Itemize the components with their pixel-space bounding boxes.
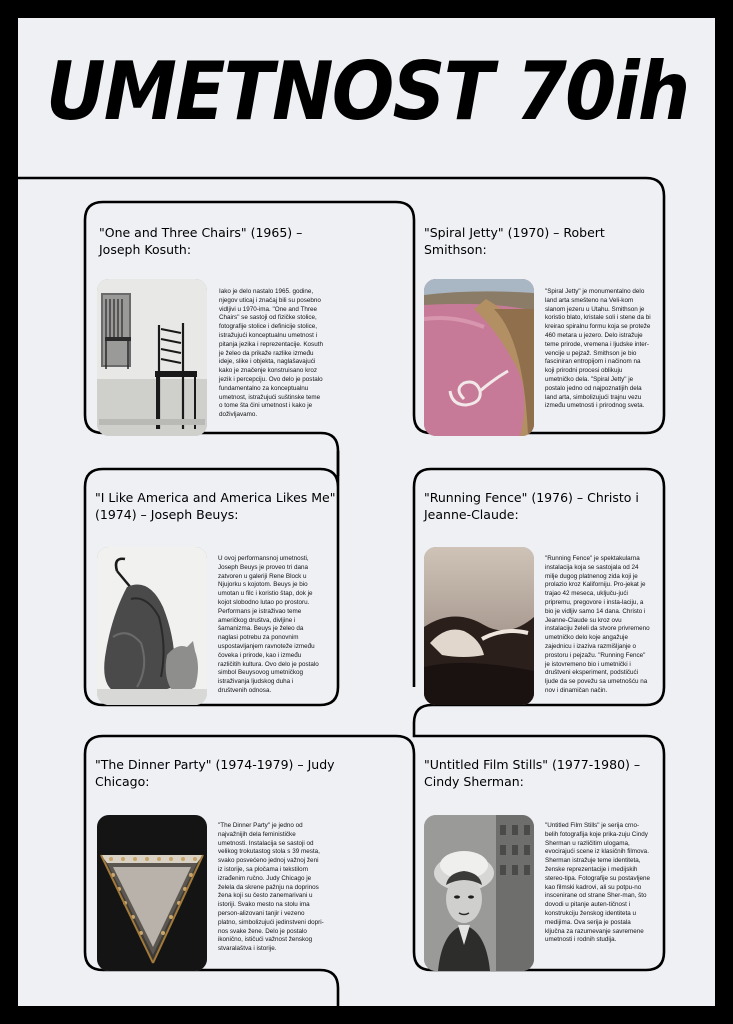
artwork-card [85, 202, 338, 433]
card-description: U ovoj performansnoj umetnosti, Joseph Beuys je proveo tri dana zatvoren u galeriji Rene Block u Njujorku s kojotom. Beuys je bio umotan u filc i koristio štap, dok je kojot slobodno lutao po prostoru. Performans je istraživao teme američkog društva, divljine i šamanizma. Beuys je želeo da naglasi potrebu za ponovnim uspostavljanjem ravnoteže između čoveka i prirode, kao i između različitih kultura. Ovo delo je postalo simbol Beuysovog umetničkog istraživanja ljudskog duha i društvenih odnosa. [218, 555, 319, 694]
dinner-party-photo [97, 815, 207, 971]
artwork-card [414, 202, 664, 433]
card-description: "Running Fence" je spektakularna instalacija koja se sastojala od 24 milje dugog platnenog zida koji je prolazio kroz Kaliforniju. Pro-jekat je trajao 42 meseca, uključu-jući pripremu, pregovore i insta-laciju, a bio je vidljiv samo 14 dana. Christo i Jeanne-Claude su kroz ovu instalaciju želeli da stvore privremeno umetničko delo koje angažuje zajednicu i izaziva razmišljanje o prostoru i pejzažu. "Running Fence" je istovremeno bio i umetnički i društveni eksperiment, podstičući ljude da se povežu sa umetnošću na nov i dinamičan način. [545, 555, 650, 694]
film-still-photo [424, 815, 534, 971]
coyote-photo [97, 547, 207, 705]
artwork-card [414, 736, 664, 970]
card-heading: "Spiral Jetty" (1970) – Robert Smithson: [424, 225, 605, 257]
chairs-photo [97, 279, 207, 436]
card-heading: "The Dinner Party" (1974-1979) – Judy Chicago: [95, 757, 335, 789]
card-heading: "Running Fence" (1976) – Christo i Jeanne-Claude: [424, 490, 639, 522]
card-description: "The Dinner Party" je jedno od najvažnijih dela feminističke umetnosti. Instalacija se sastoji od velikog trokutastog stola s 39 mesta, svako posvećeno jednoj važnoj ženi iz istorije, sa pločama i tekstilom izrađenim ručno. Judy Chicago je želela da skrene pažnju na doprinos žena koji su često zanemarivani u istoriji. Svako mesto na stolu ima person-alizovani tanjir i vezeno platno, simbolizujući jedinstveni dopri-nos svake žene. Delo je postalo ikonično, ističući važnost ženskog stvaralaštva i istorije. [218, 822, 324, 953]
poster-title: UMETNOST 70ih [45, 45, 689, 138]
card-description: "Spiral Jetty" je monumentalno delo land arta smešteno na Veli-kom slanom jezeru u Utahu. Smithson je koristio blato, kristale soli i stene da bi kreirao spiralnu formu koja se proteže 460 metara u jezero. Delo istražuje teme prirode, vremena i ljudske inter-vencije u pejzaž. Smithson je bio fasciniran entropijom i načinom na koji prirodni procesi oblikuju umetničko dela. "Spiral Jetty" je postalo jedno od najpoznatijih dela land arta, simbolizujući trajnu vezu između umetnosti i prirodnog sveta. [545, 288, 651, 410]
artwork-card [85, 469, 338, 705]
artwork-card [414, 469, 664, 705]
card-description: "Untitled Film Stills" je serija crno-belih fotografija koje prika-zuju Cindy Sherman u različitim ulogama, evocirajući scene iz klasičnih filmova. Sherman istražuje teme identiteta, ženske reprezentacije i medijskih stereo-tipa. Fotografije su postavljene kao filmski kadrovi, ali su potpu-no inscenirane od strane Sher-man, što dovodi u pitanje auten-tičnost i konstrukciju ženskog identiteta u medijima. Ova serija je postala ključna za razumevanje savremene umetnosti i rodnih studija. [545, 822, 651, 944]
running-fence-photo [424, 547, 534, 705]
card-heading: "I Like America and America Likes Me" (1974) – Joseph Beuys: [95, 490, 336, 522]
spiral-jetty-photo [424, 279, 534, 436]
card-heading: "Untitled Film Stills" (1977-1980) – Cindy Sherman: [424, 757, 641, 789]
card-heading: "One and Three Chairs" (1965) – Joseph Kosuth: [99, 225, 303, 257]
poster [18, 18, 715, 1006]
artwork-card [85, 736, 338, 970]
card-description: Iako je delo nastalo 1965. godine, njegov uticaj i značaj bili su posebno vidljivi u 1970-ima. "One and Three Chairs" se sastoji od fizičke stolice, fotografije stolice i definicije stolice, istražujući konceptualnu umetnost i pitanja jezika i reprezentacije. Kosuth je želeo da prikaže razlike između ideje, slike i objekta, naglašavajući kako je značenje konstruisano kroz jezik i percepciju. Ovo delo je postalo fundamentalno za konceptualnu umetnost, istražujući suštinske teme o tome šta čini umetnost i kako je doživljavamo. [219, 288, 323, 419]
